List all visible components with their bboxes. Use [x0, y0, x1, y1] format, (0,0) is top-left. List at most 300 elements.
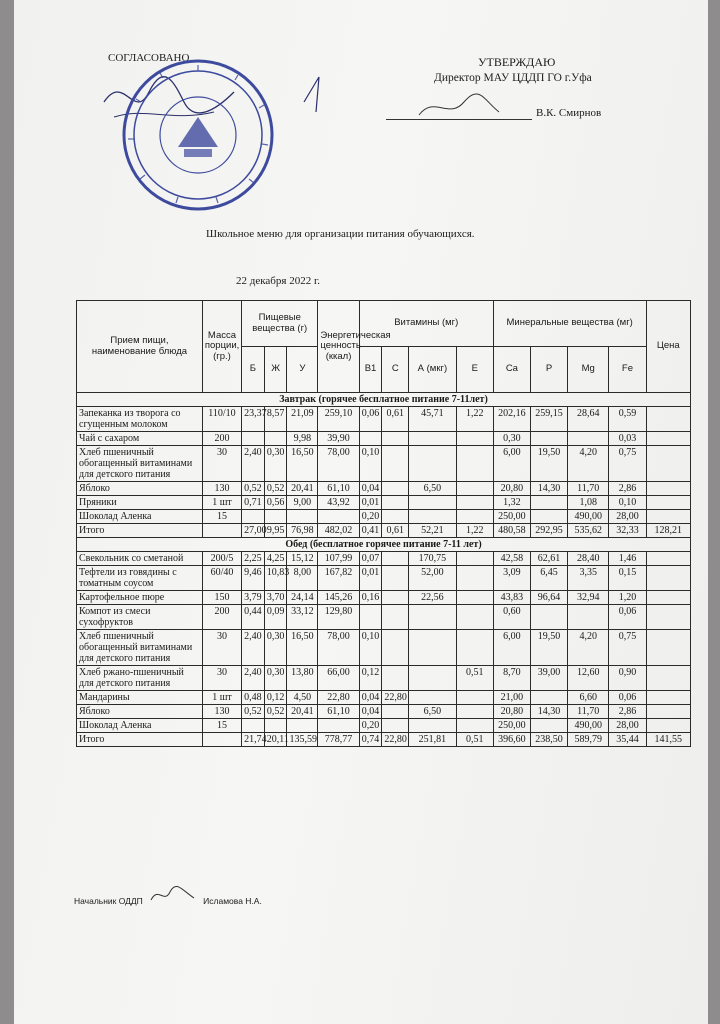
cell-fe: 0,90	[609, 666, 646, 691]
cell-u: 16,50	[287, 446, 318, 482]
document-title: Школьное меню для организации питания обучающихся.	[206, 228, 475, 240]
cell-e	[456, 510, 493, 524]
cell-zh	[264, 510, 287, 524]
cell-a	[409, 496, 456, 510]
cell-fe: 35,44	[609, 733, 646, 747]
cell-p: 62,61	[530, 552, 567, 566]
cell-p: 259,15	[530, 407, 567, 432]
cell-e	[456, 552, 493, 566]
cell-price	[646, 566, 690, 591]
cell-ca: 21,00	[493, 691, 530, 705]
table-row	[77, 605, 691, 630]
cell-zh: 3,70	[264, 591, 287, 605]
cell-e	[456, 719, 493, 733]
cell-energy: 129,80	[318, 605, 359, 630]
cell-mg: 28,64	[568, 407, 609, 432]
cell-fe: 2,86	[609, 482, 646, 496]
cell-b1: 0,20	[359, 719, 382, 733]
cell-energy: 78,00	[318, 446, 359, 482]
cell-b: 0,44	[242, 605, 265, 630]
sub-header: Mg	[568, 347, 609, 393]
table-row	[77, 432, 691, 446]
cell-u	[287, 719, 318, 733]
menu-date: 22 декабря 2022 г.	[236, 275, 320, 287]
cell-p	[530, 432, 567, 446]
cell-mg: 12,60	[568, 666, 609, 691]
header-mass: Масса порции, (гр.)	[202, 301, 241, 393]
cell-energy: 145,26	[318, 591, 359, 605]
cell-mg: 4,20	[568, 630, 609, 666]
cell-c	[382, 432, 409, 446]
cell-u: 4,50	[287, 691, 318, 705]
cell-mg	[568, 432, 609, 446]
cell-ca: 6,00	[493, 630, 530, 666]
cell-b1: 0,74	[359, 733, 382, 747]
cell-mg: 4,20	[568, 446, 609, 482]
cell-b1: 0,12	[359, 666, 382, 691]
footer-signature	[148, 884, 198, 906]
cell-b: 2,40	[242, 446, 265, 482]
cell-u	[287, 510, 318, 524]
cell-a: 6,50	[409, 482, 456, 496]
cell-c	[382, 666, 409, 691]
official-stamp	[118, 55, 278, 215]
cell-fe: 1,20	[609, 591, 646, 605]
cell-b: 0,52	[242, 705, 265, 719]
sub-header: Б	[242, 347, 265, 393]
cell-energy	[318, 719, 359, 733]
cell-fe: 0,03	[609, 432, 646, 446]
cell-p: 96,64	[530, 591, 567, 605]
sub-header: Fe	[609, 347, 646, 393]
table-row	[77, 705, 691, 719]
cell-p: 14,30	[530, 482, 567, 496]
cell-a: 45,71	[409, 407, 456, 432]
cell-mg: 3,35	[568, 566, 609, 591]
cell-p	[530, 496, 567, 510]
cell-mass: 1 шт	[202, 496, 241, 510]
cell-p: 19,50	[530, 630, 567, 666]
cell-b1: 0,07	[359, 552, 382, 566]
header-nutrients: Пищевые вещества (г)	[242, 301, 318, 347]
cell-e: 0,51	[456, 733, 493, 747]
cell-a	[409, 630, 456, 666]
cell-ca: 396,60	[493, 733, 530, 747]
cell-fe: 0,59	[609, 407, 646, 432]
cell-mass	[202, 733, 241, 747]
cell-price	[646, 432, 690, 446]
cell-c: 0,61	[382, 524, 409, 538]
table-row	[77, 666, 691, 691]
cell-a	[409, 605, 456, 630]
cell-e: 1,22	[456, 407, 493, 432]
cell-p	[530, 510, 567, 524]
cell-c	[382, 591, 409, 605]
menu-table	[76, 300, 691, 747]
cell-ca: 3,09	[493, 566, 530, 591]
cell-p	[530, 719, 567, 733]
cell-u: 9,00	[287, 496, 318, 510]
table-row	[77, 482, 691, 496]
cell-u: 13,80	[287, 666, 318, 691]
cell-ca: 6,00	[493, 446, 530, 482]
cell-price	[646, 719, 690, 733]
cell-u: 135,59	[287, 733, 318, 747]
table-row	[77, 524, 691, 538]
cell-b1: 0,01	[359, 496, 382, 510]
cell-p: 292,95	[530, 524, 567, 538]
footer-role: Начальник ОДДП	[74, 896, 143, 906]
cell-u: 24,14	[287, 591, 318, 605]
cell-e	[456, 630, 493, 666]
cell-b: 2,40	[242, 630, 265, 666]
cell-a: 251,81	[409, 733, 456, 747]
cell-ca: 0,60	[493, 605, 530, 630]
cell-zh	[264, 432, 287, 446]
cell-price	[646, 630, 690, 666]
cell-b: 9,46	[242, 566, 265, 591]
cell-b: 2,25	[242, 552, 265, 566]
cell-p: 6,45	[530, 566, 567, 591]
cell-zh: 0,12	[264, 691, 287, 705]
dish-name: Хлеб пшеничный обогащенный витаминами для детского питания	[77, 446, 203, 482]
cell-price	[646, 446, 690, 482]
cell-p	[530, 605, 567, 630]
dish-name: Свекольник со сметаной	[77, 552, 203, 566]
cell-energy: 482,02	[318, 524, 359, 538]
cell-mg: 1,08	[568, 496, 609, 510]
section-title: Обед (бесплатное горячее питание 7-11 лет)	[77, 538, 691, 552]
approve-label: УТВЕРЖДАЮ	[478, 55, 556, 69]
cell-mass: 150	[202, 591, 241, 605]
cell-b1: 0,10	[359, 446, 382, 482]
cell-fe: 0,15	[609, 566, 646, 591]
cell-a	[409, 446, 456, 482]
header-dish: Прием пищи, наименование блюда	[77, 301, 203, 393]
menu-table-body	[77, 393, 691, 747]
cell-b1: 0,41	[359, 524, 382, 538]
cell-a: 6,50	[409, 705, 456, 719]
cell-price	[646, 407, 690, 432]
cell-mass: 200	[202, 605, 241, 630]
cell-c: 22,80	[382, 691, 409, 705]
cell-mg: 11,70	[568, 482, 609, 496]
menu-table-wrapper	[76, 300, 691, 747]
cell-fe: 0,06	[609, 605, 646, 630]
cell-b: 0,71	[242, 496, 265, 510]
dish-name: Картофельное пюре	[77, 591, 203, 605]
cell-price	[646, 691, 690, 705]
table-row	[77, 719, 691, 733]
cell-mg: 32,94	[568, 591, 609, 605]
cell-a: 22,56	[409, 591, 456, 605]
cell-b: 21,74	[242, 733, 265, 747]
sub-header: Ca	[493, 347, 530, 393]
cell-b	[242, 719, 265, 733]
cell-c	[382, 630, 409, 666]
cell-c: 0,61	[382, 407, 409, 432]
cell-mass: 15	[202, 719, 241, 733]
cell-u: 16,50	[287, 630, 318, 666]
table-row	[77, 446, 691, 482]
cell-fe: 0,75	[609, 630, 646, 666]
cell-b1: 0,04	[359, 705, 382, 719]
cell-p	[530, 691, 567, 705]
cell-mass: 200/5	[202, 552, 241, 566]
cell-e	[456, 432, 493, 446]
cell-e	[456, 446, 493, 482]
cell-ca: 202,16	[493, 407, 530, 432]
cell-e	[456, 705, 493, 719]
dish-name: Хлеб пшеничный обогащенный витаминами для детского питания	[77, 630, 203, 666]
cell-fe: 28,00	[609, 510, 646, 524]
director-name: В.К. Смирнов	[536, 107, 602, 119]
cell-u: 9,98	[287, 432, 318, 446]
cell-mass	[202, 524, 241, 538]
cell-c: 22,80	[382, 733, 409, 747]
cell-energy: 778,77	[318, 733, 359, 747]
sub-header: P	[530, 347, 567, 393]
cell-fe: 0,75	[609, 446, 646, 482]
document-sheet	[14, 0, 708, 1024]
cell-price	[646, 705, 690, 719]
cell-e	[456, 482, 493, 496]
cell-energy: 61,10	[318, 482, 359, 496]
cell-price	[646, 605, 690, 630]
cell-c	[382, 446, 409, 482]
cell-e	[456, 591, 493, 605]
header-energy: Энергетическая ценность (ккал)	[318, 301, 359, 393]
sub-header: У	[287, 347, 318, 393]
cell-zh: 0,30	[264, 666, 287, 691]
table-row	[77, 510, 691, 524]
table-row	[77, 733, 691, 747]
cell-zh: 9,95	[264, 524, 287, 538]
cell-zh: 0,30	[264, 446, 287, 482]
dish-name: Хлеб ржано-пшеничный для детского питания	[77, 666, 203, 691]
dish-name: Шоколад Аленка	[77, 510, 203, 524]
section-row	[77, 393, 691, 407]
cell-energy: 22,80	[318, 691, 359, 705]
cell-zh: 0,56	[264, 496, 287, 510]
cell-a	[409, 510, 456, 524]
cell-p: 39,00	[530, 666, 567, 691]
dish-name: Компот из смеси сухофруктов	[77, 605, 203, 630]
table-row	[77, 566, 691, 591]
cell-mass: 15	[202, 510, 241, 524]
cell-energy: 66,00	[318, 666, 359, 691]
cell-u: 8,00	[287, 566, 318, 591]
cell-c	[382, 566, 409, 591]
cell-b1	[359, 605, 382, 630]
cell-zh: 0,09	[264, 605, 287, 630]
cell-a	[409, 691, 456, 705]
cell-ca: 480,58	[493, 524, 530, 538]
cell-price: 128,21	[646, 524, 690, 538]
cell-c	[382, 605, 409, 630]
cell-energy: 78,00	[318, 630, 359, 666]
cell-fe: 0,10	[609, 496, 646, 510]
cell-a: 170,75	[409, 552, 456, 566]
footer-name: Исламова Н.А.	[203, 896, 262, 906]
cell-a	[409, 666, 456, 691]
sub-header: А (мкг)	[409, 347, 456, 393]
cell-mass: 30	[202, 630, 241, 666]
dish-name: Итого	[77, 524, 203, 538]
header-vitamins: Витамины (мг)	[359, 301, 493, 347]
cell-b1: 0,06	[359, 407, 382, 432]
dish-name: Тефтели из говядины с томатным соусом	[77, 566, 203, 591]
cell-zh: 0,30	[264, 630, 287, 666]
sub-header: В1	[359, 347, 382, 393]
cell-mg: 11,70	[568, 705, 609, 719]
sub-header: Е	[456, 347, 493, 393]
table-row	[77, 591, 691, 605]
cell-a	[409, 719, 456, 733]
cell-ca: 1,32	[493, 496, 530, 510]
cell-u: 20,41	[287, 482, 318, 496]
cell-mass: 130	[202, 482, 241, 496]
cell-price	[646, 510, 690, 524]
cell-p: 19,50	[530, 446, 567, 482]
director-title: Директор МАУ ЦДДП ГО г.Уфа	[434, 72, 592, 84]
section-row	[77, 538, 691, 552]
section-title: Завтрак (горячее бесплатное питание 7-11лет)	[77, 393, 691, 407]
cell-fe: 0,06	[609, 691, 646, 705]
cell-energy: 61,10	[318, 705, 359, 719]
cell-mg: 589,79	[568, 733, 609, 747]
cell-price	[646, 482, 690, 496]
cell-c	[382, 496, 409, 510]
dish-name: Яблоко	[77, 482, 203, 496]
cell-c	[382, 719, 409, 733]
cell-b: 0,52	[242, 482, 265, 496]
cell-fe: 2,86	[609, 705, 646, 719]
cell-b1: 0,10	[359, 630, 382, 666]
sub-header: С	[382, 347, 409, 393]
cell-energy: 167,82	[318, 566, 359, 591]
cell-c	[382, 482, 409, 496]
cell-zh: 4,25	[264, 552, 287, 566]
cell-energy	[318, 510, 359, 524]
cell-u: 21,09	[287, 407, 318, 432]
cell-mass: 200	[202, 432, 241, 446]
cell-fe: 1,46	[609, 552, 646, 566]
cell-mg: 28,40	[568, 552, 609, 566]
cell-mg: 6,60	[568, 691, 609, 705]
dish-name: Яблоко	[77, 705, 203, 719]
cell-b: 0,48	[242, 691, 265, 705]
cell-mg: 490,00	[568, 719, 609, 733]
cell-mass: 30	[202, 446, 241, 482]
cell-u: 15,12	[287, 552, 318, 566]
cell-price	[646, 666, 690, 691]
cell-mg: 535,62	[568, 524, 609, 538]
table-row	[77, 496, 691, 510]
cell-e: 0,51	[456, 666, 493, 691]
cell-b: 23,37	[242, 407, 265, 432]
cell-ca: 42,58	[493, 552, 530, 566]
table-row	[77, 407, 691, 432]
cell-energy: 259,10	[318, 407, 359, 432]
cell-c	[382, 705, 409, 719]
cell-e: 1,22	[456, 524, 493, 538]
dish-name: Запеканка из творога со сгущенным молоком	[77, 407, 203, 432]
cell-b1: 0,20	[359, 510, 382, 524]
cell-b1: 0,04	[359, 691, 382, 705]
sub-header: Ж	[264, 347, 287, 393]
cell-b1: 0,01	[359, 566, 382, 591]
cell-ca: 20,80	[493, 482, 530, 496]
cell-u: 20,41	[287, 705, 318, 719]
header-minerals: Минеральные вещества (мг)	[493, 301, 646, 347]
director-signature	[414, 90, 504, 126]
cell-price: 141,55	[646, 733, 690, 747]
table-row	[77, 691, 691, 705]
cell-zh: 0,52	[264, 482, 287, 496]
cell-u: 76,98	[287, 524, 318, 538]
cell-e	[456, 496, 493, 510]
cell-mass: 1 шт	[202, 691, 241, 705]
cell-ca: 8,70	[493, 666, 530, 691]
cell-zh: 8,57	[264, 407, 287, 432]
cell-zh: 0,52	[264, 705, 287, 719]
cell-zh: 20,11	[264, 733, 287, 747]
dish-name: Мандарины	[77, 691, 203, 705]
dish-name: Чай с сахаром	[77, 432, 203, 446]
cell-b: 27,00	[242, 524, 265, 538]
cell-p: 238,50	[530, 733, 567, 747]
cell-fe: 32,33	[609, 524, 646, 538]
cell-price	[646, 496, 690, 510]
cell-mg	[568, 605, 609, 630]
cell-a: 52,00	[409, 566, 456, 591]
cell-mg: 490,00	[568, 510, 609, 524]
header-price: Цена	[646, 301, 690, 393]
cell-b1: 0,04	[359, 482, 382, 496]
cell-e	[456, 566, 493, 591]
cell-price	[646, 552, 690, 566]
cell-p: 14,30	[530, 705, 567, 719]
dish-name: Итого	[77, 733, 203, 747]
cell-b	[242, 510, 265, 524]
cell-b	[242, 432, 265, 446]
table-row	[77, 552, 691, 566]
cell-ca: 43,83	[493, 591, 530, 605]
cell-a: 52,21	[409, 524, 456, 538]
cell-mass: 110/10	[202, 407, 241, 432]
agreed-label: СОГЛАСОВАНО	[108, 52, 190, 64]
cell-fe: 28,00	[609, 719, 646, 733]
cell-b1: 0,16	[359, 591, 382, 605]
cell-e	[456, 605, 493, 630]
cell-energy: 43,92	[318, 496, 359, 510]
cell-b1	[359, 432, 382, 446]
cell-zh	[264, 719, 287, 733]
cell-ca: 0,30	[493, 432, 530, 446]
cell-price	[646, 591, 690, 605]
cell-ca: 250,00	[493, 719, 530, 733]
cell-a	[409, 432, 456, 446]
cell-c	[382, 510, 409, 524]
cell-ca: 20,80	[493, 705, 530, 719]
cell-mass: 130	[202, 705, 241, 719]
cell-b: 3,79	[242, 591, 265, 605]
cell-mass: 30	[202, 666, 241, 691]
cell-e	[456, 691, 493, 705]
cell-zh: 10,83	[264, 566, 287, 591]
cell-mass: 60/40	[202, 566, 241, 591]
